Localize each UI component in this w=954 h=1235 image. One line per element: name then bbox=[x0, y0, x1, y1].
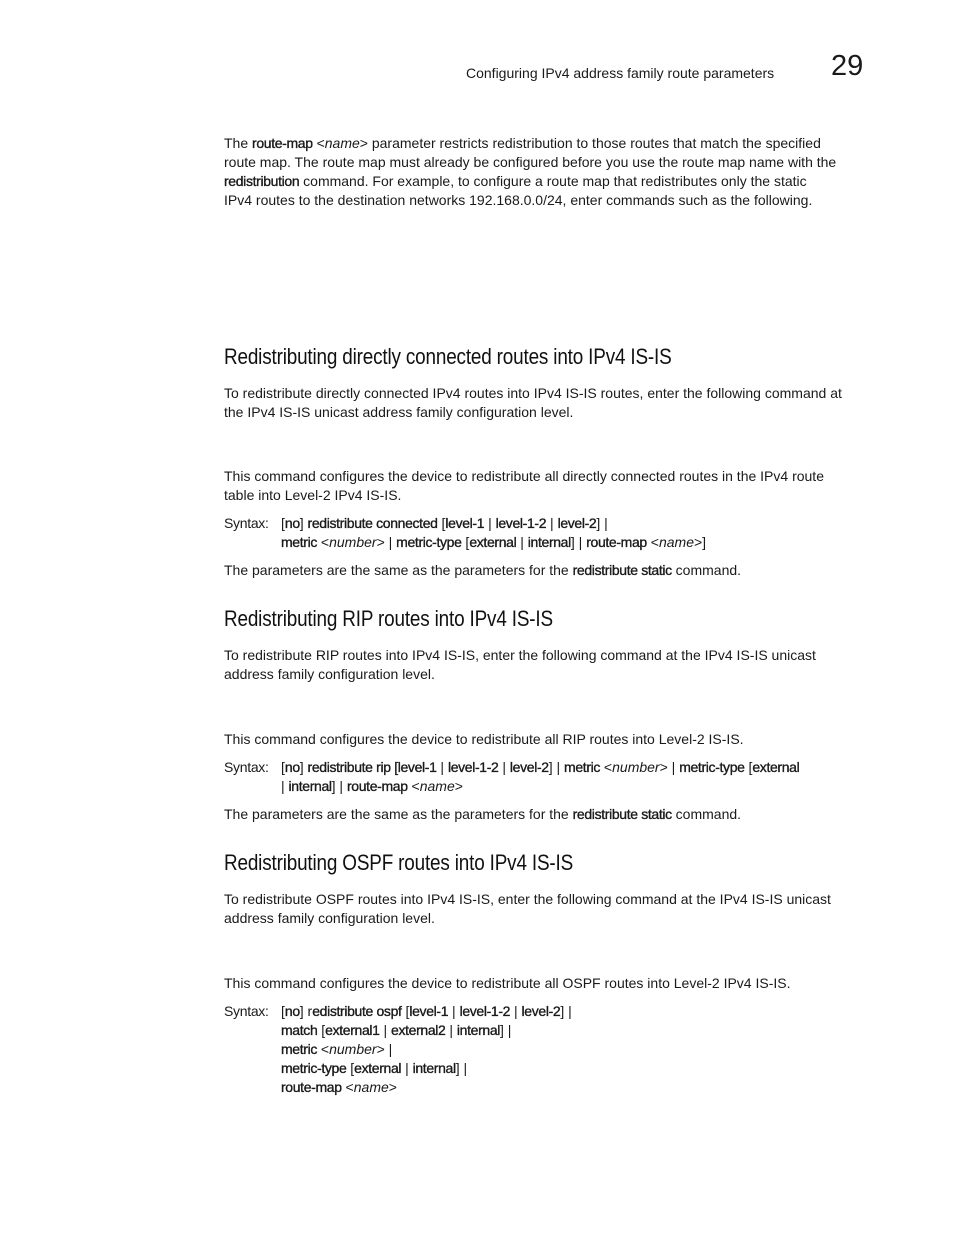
section-heading-ospf: Redistributing OSPF routes into IPv4 IS-IS bbox=[224, 850, 574, 875]
s3-syntax-line-2: match [external1 | external2 | internal] | bbox=[281, 1022, 512, 1038]
intro-line-1: The route-map <name> parameter restricts redistribution to those routes that match the specified bbox=[224, 135, 821, 151]
s1-paragraph-2: This command configures the device to redistribute all directly connected routes in the IPv4 route table into Level-2 IPv4 IS-IS. bbox=[224, 468, 824, 503]
keyword-redistribution: redistribution bbox=[224, 173, 300, 189]
s3-paragraph-2: This command configures the device to redistribute all OSPF routes into Level-2 IPv4 IS-IS. bbox=[224, 975, 791, 991]
s1-syntax-line-2: metric <number> | metric-type [external | internal] | route-map <name>] bbox=[281, 534, 707, 550]
s2-syntax-line-2: | internal] | route-map <name> bbox=[281, 778, 463, 794]
intro-line-3: redistribution command. For example, to configure a route map that redistributes only the static bbox=[224, 173, 807, 189]
chapter-number: 29 bbox=[831, 50, 864, 82]
keyword-route-map: route-map bbox=[252, 135, 313, 151]
running-header-title: Configuring IPv4 address family route parameters bbox=[466, 65, 775, 81]
intro-line-4: IPv4 routes to the destination networks 192.168.0.0/24, enter commands such as the following. bbox=[224, 192, 813, 208]
s2-paragraph-2: This command configures the device to redistribute all RIP routes into Level-2 IS-IS. bbox=[224, 731, 744, 747]
section-heading-rip: Redistributing RIP routes into IPv4 IS-IS bbox=[224, 606, 553, 631]
s1-syntax-line-1: [no] redistribute connected [level-1 | level-1-2 | level-2] | bbox=[281, 515, 608, 531]
s3-syntax-line-1: [no] redistribute ospf [level-1 | level-1-2 | level-2] | bbox=[281, 1003, 572, 1019]
s1-params-note: The parameters are the same as the parameters for the redistribute static command. bbox=[224, 562, 742, 578]
intro-line-2: route map. The route map must already be configured before you use the route map name with the bbox=[224, 154, 837, 170]
syntax-label: Syntax: bbox=[224, 515, 269, 531]
intro-paragraph bbox=[224, 134, 874, 210]
s2-syntax-line-1: [no] redistribute rip [level-1 | level-1-2 | level-2] | metric <number> | metric-type [external bbox=[281, 759, 800, 775]
s3-syntax-line-3: metric <number> | bbox=[281, 1041, 393, 1057]
section-heading-connected: Redistributing directly connected routes into IPv4 IS-IS bbox=[224, 344, 672, 369]
syntax-label: Syntax: bbox=[224, 759, 269, 775]
s3-syntax-line-4: metric-type [external | internal] | bbox=[281, 1060, 468, 1076]
s2-params-note: The parameters are the same as the parameters for the redistribute static command. bbox=[224, 806, 742, 822]
s3-syntax-line-5: route-map <name> bbox=[281, 1079, 397, 1095]
syntax-label: Syntax: bbox=[224, 1003, 269, 1019]
s3-paragraph-1: To redistribute OSPF routes into IPv4 IS-IS, enter the following command at the IPv4 IS-IS unicast address family configuration level. bbox=[224, 891, 831, 926]
s1-paragraph-1: To redistribute directly connected IPv4 routes into IPv4 IS-IS routes, enter the following command at the IPv4 IS-IS unicast address family configuration level. bbox=[224, 385, 842, 420]
s2-paragraph-1: To redistribute RIP routes into IPv4 IS-IS, enter the following command at the IPv4 IS-IS unicast address family configuration level. bbox=[224, 647, 816, 682]
